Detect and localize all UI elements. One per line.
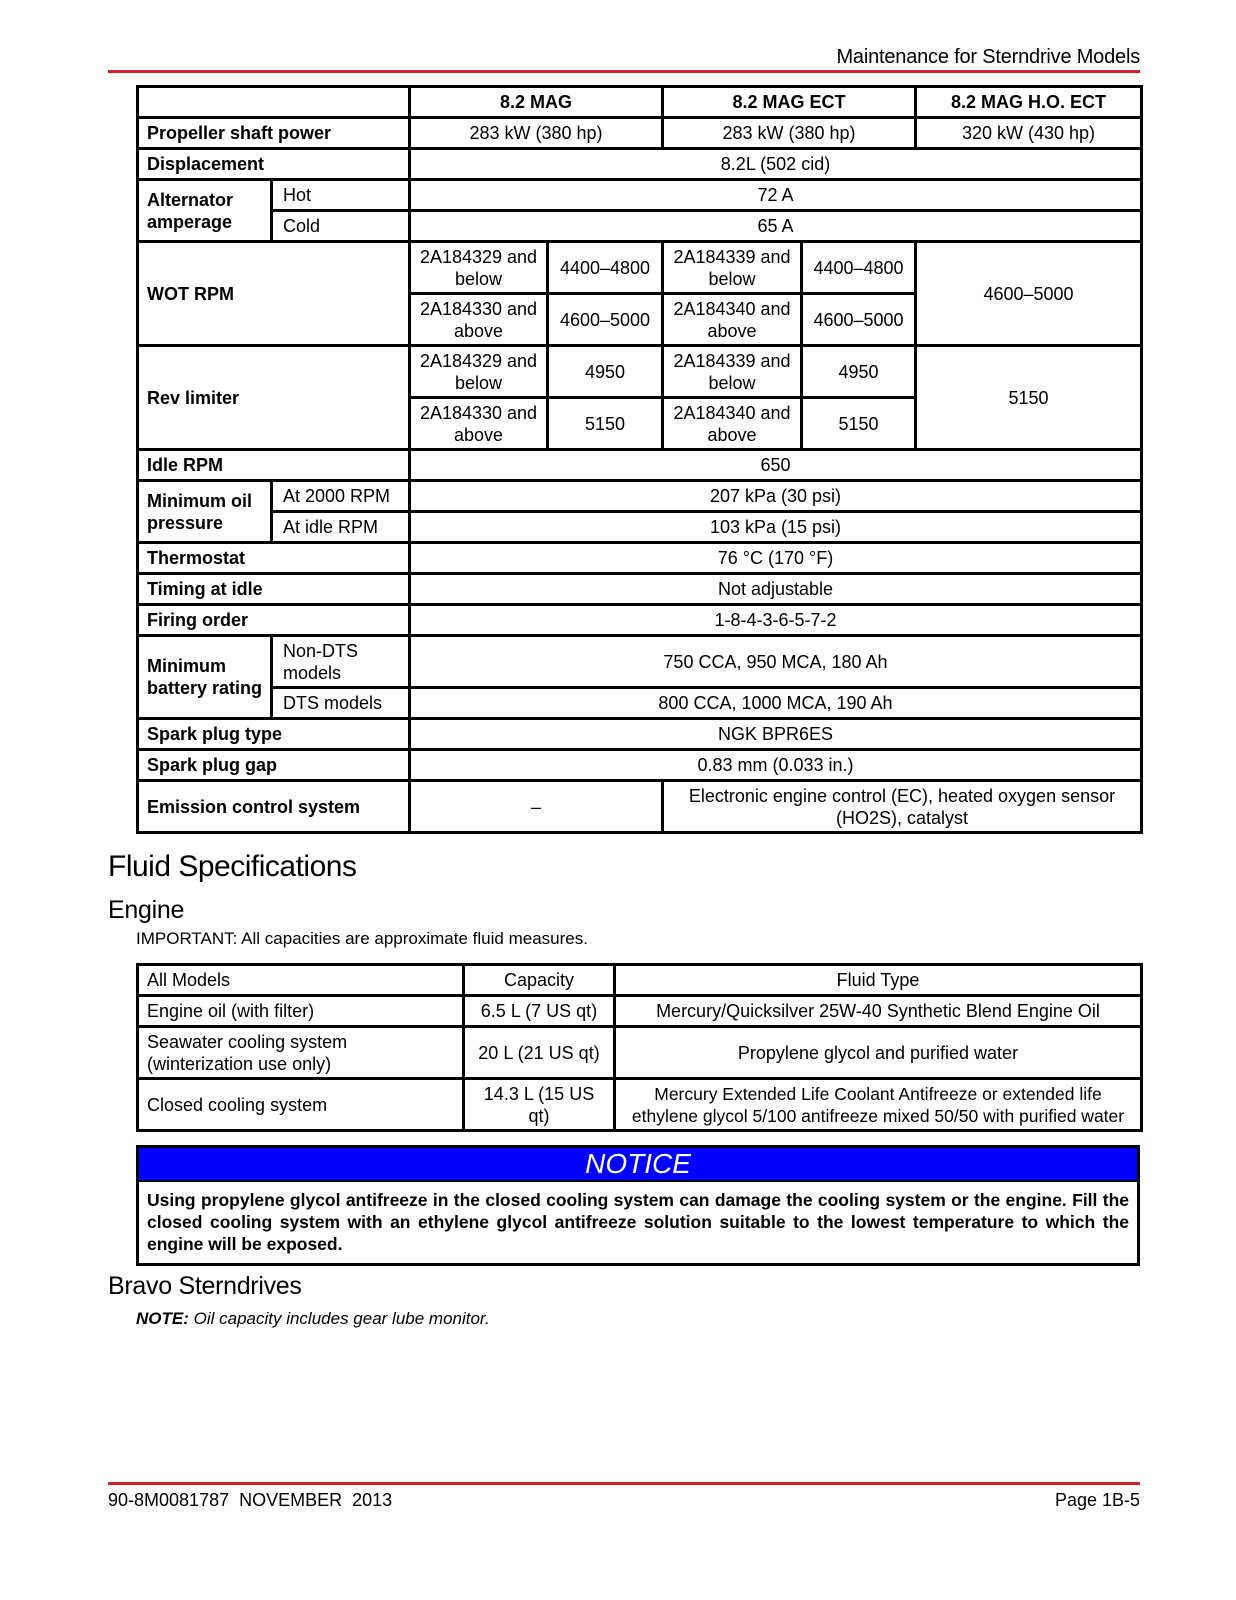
table-row <box>138 543 1142 574</box>
row-label: Spark plug gap <box>138 750 410 781</box>
doc-number: 90-8M0081787 NOVEMBER 2013 <box>108 1490 393 1510</box>
row-label: Minimum battery rating <box>138 636 272 719</box>
table-row <box>138 688 1142 719</box>
cell: 103 kPa (15 psi) <box>410 512 1142 543</box>
table-row <box>138 180 1142 211</box>
table-row <box>138 1027 1142 1079</box>
cell: Not adjustable <box>410 574 1142 605</box>
sub-label: At 2000 RPM <box>272 481 410 512</box>
cell: 8.2L (502 cid) <box>410 149 1142 180</box>
fluid-table <box>136 963 1143 1132</box>
cell: Electronic engine control (EC), heated oxygen sensor (HO2S), catalyst <box>663 781 1142 833</box>
row-label: Alternator amperage <box>138 180 272 242</box>
engine-heading: Engine <box>108 896 185 924</box>
row-label: WOT RPM <box>138 242 410 346</box>
cell: 800 CCA, 1000 MCA, 190 Ah <box>410 688 1142 719</box>
table-row <box>138 719 1142 750</box>
cell: Mercury Extended Life Coolant Antifreeze or extended life ethylene glycol 5/100 antifreeze mixed 50/50 with purified water <box>615 1079 1142 1131</box>
table-row <box>138 346 1142 398</box>
cell: NGK BPR6ES <box>410 719 1142 750</box>
notice-box <box>136 1145 1140 1266</box>
notice-title: NOTICE <box>139 1148 1137 1182</box>
table-row <box>138 1079 1142 1131</box>
running-header: Maintenance for Sterndrive Models <box>836 46 1140 68</box>
col-header: All Models <box>138 965 464 996</box>
sub-label: DTS models <box>272 688 410 719</box>
bravo-heading: Bravo Sterndrives <box>108 1272 302 1300</box>
row-label: Thermostat <box>138 543 410 574</box>
cell: 207 kPa (30 psi) <box>410 481 1142 512</box>
cell: 14.3 L (15 US qt) <box>464 1079 615 1131</box>
cell: 5150 <box>802 398 916 450</box>
cell: 4950 <box>802 346 916 398</box>
table-row <box>138 750 1142 781</box>
table-row <box>138 965 1142 996</box>
cell: 650 <box>410 450 1142 481</box>
table-row <box>138 242 1142 294</box>
table-row <box>138 118 1142 149</box>
row-label: Idle RPM <box>138 450 410 481</box>
row-label: Emission control system <box>138 781 410 833</box>
cell: 750 CCA, 950 MCA, 180 Ah <box>410 636 1142 688</box>
col-header: Fluid Type <box>615 965 1142 996</box>
cell: 4600–5000 <box>916 242 1142 346</box>
cell: 2A184329 and below <box>410 346 548 398</box>
cell: – <box>410 781 663 833</box>
row-label: Timing at idle <box>138 574 410 605</box>
cell: 320 kW (430 hp) <box>916 118 1142 149</box>
row-label: Firing order <box>138 605 410 636</box>
sub-label: Non-DTS models <box>272 636 410 688</box>
cell: 4600–5000 <box>802 294 916 346</box>
cell: 2A184340 and above <box>663 294 802 346</box>
cell: Seawater cooling system (winterization use only) <box>138 1027 464 1079</box>
cell: Propylene glycol and purified water <box>615 1027 1142 1079</box>
table-row <box>138 87 1142 118</box>
row-label: Propeller shaft power <box>138 118 410 149</box>
table-row <box>138 574 1142 605</box>
cell: 1-8-4-3-6-5-7-2 <box>410 605 1142 636</box>
note-label: NOTE: <box>136 1309 189 1328</box>
table-row <box>138 481 1142 512</box>
col-header: 8.2 MAG ECT <box>663 87 916 118</box>
cell: 2A184339 and below <box>663 346 802 398</box>
table-row <box>138 781 1142 833</box>
cell: 5150 <box>548 398 663 450</box>
cell: 283 kW (380 hp) <box>410 118 663 149</box>
cell: 2A184339 and below <box>663 242 802 294</box>
notice-text: Using propylene glycol antifreeze in the closed cooling system can damage the cooling system or the engine. Fill the closed cooling system with an ethylene glycol antifreeze solution suitable to the lowest temperature to which the engine will be exposed. <box>147 1190 1129 1254</box>
cell: 2A184329 and below <box>410 242 548 294</box>
note-text: Oil capacity includes gear lube monitor. <box>188 1309 490 1328</box>
section-title: Fluid Specifications <box>108 850 357 883</box>
cell: Closed cooling system <box>138 1079 464 1131</box>
cell: 76 °C (170 °F) <box>410 543 1142 574</box>
cell: 65 A <box>410 211 1142 242</box>
cell: 4600–5000 <box>548 294 663 346</box>
engine-spec-table <box>136 85 1143 834</box>
cell: 4400–4800 <box>548 242 663 294</box>
row-label: Minimum oil pressure <box>138 481 272 543</box>
cell: Engine oil (with filter) <box>138 996 464 1027</box>
footer-rule <box>108 1482 1140 1485</box>
sub-label: At idle RPM <box>272 512 410 543</box>
important-note: IMPORTANT: All capacities are approximate fluid measures. <box>136 929 588 948</box>
cell: 2A184330 and above <box>410 294 548 346</box>
cell: 283 kW (380 hp) <box>663 118 916 149</box>
table-row <box>138 149 1142 180</box>
row-label: Rev limiter <box>138 346 410 450</box>
cell: 20 L (21 US qt) <box>464 1027 615 1079</box>
table-row <box>138 450 1142 481</box>
cell: 5150 <box>916 346 1142 450</box>
bravo-note <box>136 1309 490 1329</box>
table-row <box>138 996 1142 1027</box>
row-label: Displacement <box>138 149 410 180</box>
table-row <box>138 636 1142 688</box>
cell: 2A184340 and above <box>663 398 802 450</box>
col-header: Capacity <box>464 965 615 996</box>
cell: 4400–4800 <box>802 242 916 294</box>
table-row <box>138 605 1142 636</box>
col-header: 8.2 MAG <box>410 87 663 118</box>
sub-label: Cold <box>272 211 410 242</box>
table-row <box>138 211 1142 242</box>
table-row <box>138 512 1142 543</box>
cell: 72 A <box>410 180 1142 211</box>
row-label: Spark plug type <box>138 719 410 750</box>
corner-cell <box>138 87 410 118</box>
header-rule <box>108 70 1140 73</box>
cell: 2A184330 and above <box>410 398 548 450</box>
cell: 4950 <box>548 346 663 398</box>
cell: 0.83 mm (0.033 in.) <box>410 750 1142 781</box>
cell: Mercury/Quicksilver 25W-40 Synthetic Blend Engine Oil <box>615 996 1142 1027</box>
page-number: Page 1B-5 <box>1054 1490 1140 1510</box>
col-header: 8.2 MAG H.O. ECT <box>916 87 1142 118</box>
cell: 6.5 L (7 US qt) <box>464 996 615 1027</box>
sub-label: Hot <box>272 180 410 211</box>
